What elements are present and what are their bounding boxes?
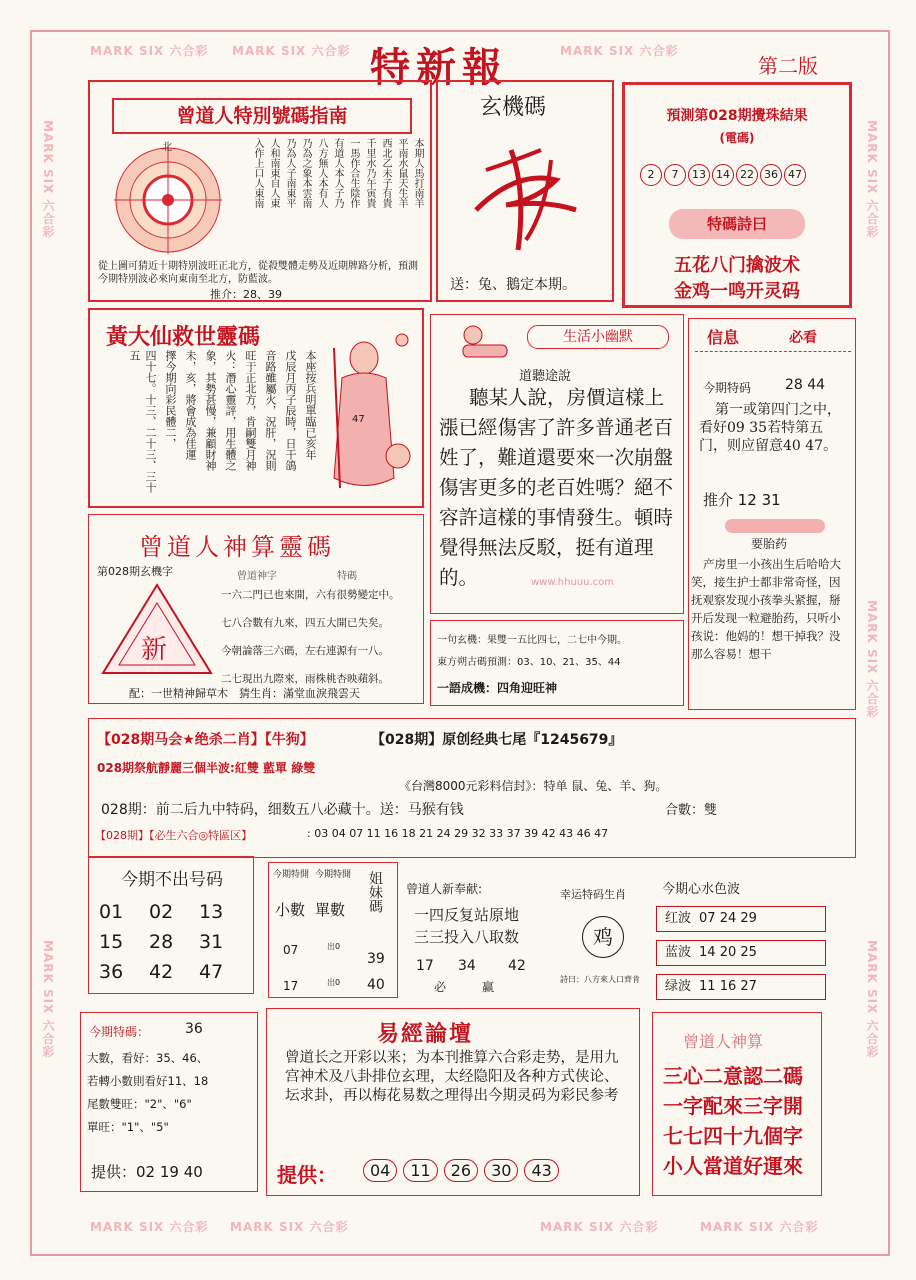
zengdao-new-tag: 赢 xyxy=(482,980,495,994)
forecast-ball: 47 xyxy=(784,164,806,186)
te-zhao-provide: 提供：02 19 40 xyxy=(91,1163,203,1181)
xinshui-row-red xyxy=(656,906,826,932)
guide-col: 人和南東自人東 xyxy=(268,138,279,208)
bu-chu-title: 今期不出号码 xyxy=(121,870,223,890)
shensuan-line: 二七現出九際來，雨株桃杏映蘋斜。 xyxy=(221,673,389,685)
zengdao-new-title: 曾道人新奉献: xyxy=(406,882,483,896)
shensuan-small-label: 曾道神字 xyxy=(237,571,277,582)
te-zhao-lines xyxy=(87,1047,255,1139)
xuanji-caption: 送：兔、鵝定本期。 xyxy=(450,277,576,293)
xinxi-title: 信息 xyxy=(707,328,740,347)
guide-col: 有道人本人子乃 xyxy=(332,138,343,208)
te-zhao-box xyxy=(80,1012,258,1192)
shensuan-title: 曾道人神算靈碼 xyxy=(139,533,335,561)
edition-label: 第二版 xyxy=(758,54,818,78)
shensuan2-line: 一字配來三字開 xyxy=(663,1094,803,1118)
guide-col: 一馬作合生陰作 xyxy=(348,138,359,208)
xinshui-nums: 14 20 25 xyxy=(699,945,757,960)
xinshui-row-green xyxy=(656,974,826,1000)
mid-info-line2: 東方朔古碼預測：03、10、21、35、44 xyxy=(437,657,621,668)
watermark-right-2: MARK SIX 六合彩 xyxy=(865,600,879,719)
forecast-ball: 7 xyxy=(664,164,686,186)
hdx-col: 戊辰月丙子辰時，日干鴿 xyxy=(284,350,297,471)
forecast-ball: 36 xyxy=(760,164,782,186)
lucky-zodiac: 鸡 xyxy=(582,916,624,958)
xinshui-label: 红波 xyxy=(665,911,692,926)
forecast-title: 預測第028期攪珠結果 xyxy=(666,108,808,124)
bu-chu-grid xyxy=(99,901,249,983)
shensuan2-lines xyxy=(663,1061,819,1181)
yijing-nums xyxy=(363,1161,559,1180)
shensuan-line: 七八合數有九來，四五大開已失矣。 xyxy=(221,617,389,629)
yijing-title: 易經論壇 xyxy=(377,1021,474,1047)
xinxi-recommend: 推介 12 31 xyxy=(703,491,781,509)
xinxi-box xyxy=(688,318,856,710)
zengdao-new-block xyxy=(406,862,556,992)
band-line5b: : 03 04 07 11 16 18 21 24 29 32 33 37 39 42 43 46 47 xyxy=(307,827,609,840)
hdx-col: 象，其勢甚慢，兼顧財神 xyxy=(204,350,217,471)
deity-figure-label: 47 xyxy=(352,414,365,425)
guide-col: 千里水乃午寅貴 xyxy=(364,138,375,208)
yijing-num: 30 xyxy=(484,1159,518,1182)
small-big-r1: 07 xyxy=(283,943,299,957)
shensuan-footer: 配：一世精神歸草木 猜生肖：滿堂血淚飛雲天 xyxy=(129,687,360,700)
small-big-s1: 出0 xyxy=(327,942,341,951)
te-zhao-label: 今期特碼： xyxy=(89,1025,150,1039)
xinshui-nums: 11 16 27 xyxy=(699,979,757,994)
band-line3: 《台灣8000元彩料信封》：特单 鼠、兔、羊、狗。 xyxy=(399,779,668,793)
xinxi-text: 第一或第四门之中，看好09 35若特第五门，则应留意40 47。 xyxy=(699,402,841,454)
special-guide-title: 曾道人特別號碼指南 xyxy=(112,98,412,134)
deity-figure-icon xyxy=(322,328,418,504)
forecast-balls xyxy=(639,163,807,186)
te-zhao-value: 36 xyxy=(185,1021,203,1037)
hdx-col: 未，亥，將會成為佳運 xyxy=(184,350,197,460)
xinxi-story: 产房里一小孩出生后哈哈大笑，接生护士都非常奇怪，因抚观察发现小孩拳头紧握，掰开后发现一粒避胎药，只听小孩说：他妈的！想干掉我？没那么容易！想干 xyxy=(691,557,841,661)
forecast-box xyxy=(622,82,852,308)
compass-icon xyxy=(108,138,228,258)
hdx-col: 旺于正北方，肯嗣雙月神 xyxy=(244,350,257,471)
shensuan-line: 今朝論落三六碼，左右連源有一八。 xyxy=(221,645,389,657)
bu-chu-box xyxy=(88,856,254,994)
forecast-subtitle: (電碼) xyxy=(719,131,755,145)
forecast-ball: 14 xyxy=(712,164,734,186)
xuanji-calligraphy-icon xyxy=(456,130,596,260)
shensuan-issue: 第028期玄機字 xyxy=(97,565,173,578)
yijing-num: 11 xyxy=(403,1159,437,1182)
small-big-r2: 17 xyxy=(283,979,299,993)
small-big-h2: 今期特開 xyxy=(315,870,352,880)
te-zhao-line: 單旺："1"、"5" xyxy=(87,1120,169,1134)
shensuan2-line: 三心二意認二碼 xyxy=(663,1064,803,1088)
humor-box xyxy=(430,314,684,614)
guide-col: 本期人馬打南羊 xyxy=(412,138,423,208)
xuanji-box xyxy=(436,80,614,302)
sister-num: 40 xyxy=(367,977,385,993)
xinshui-label: 绿波 xyxy=(665,979,692,994)
guide-col: 乃為之象本雲南 xyxy=(300,138,311,208)
watermark-right-1: MARK SIX 六合彩 xyxy=(865,120,879,239)
xinshui-nums: 07 24 29 xyxy=(699,911,757,926)
forecast-ball: 22 xyxy=(736,164,758,186)
compass-north-label: 北 xyxy=(162,142,172,153)
watermark-top-mid: MARK SIX 六合彩 xyxy=(232,44,351,58)
forecast-poem-1: 五花八门擒波术 xyxy=(674,255,800,276)
xuanji-title: 玄機碼 xyxy=(480,95,547,120)
watermark-bottom-4: MARK SIX 六合彩 xyxy=(700,1220,819,1234)
bu-chu-num: 15 xyxy=(99,931,124,953)
mid-info-line1: 一句玄機：果雙一五比四七，二七中今期。 xyxy=(437,635,627,646)
band-line4a: 028期：前二后九中特码，细数五八必藏十。送：马猴有钱 xyxy=(101,802,464,818)
hdx-col: 本座按兵明單臨已亥年 xyxy=(304,350,317,460)
forecast-banner: 特碼詩曰 xyxy=(669,209,805,239)
zengdao-new-num: 34 xyxy=(458,958,476,974)
guide-col: 八方無人本有人 xyxy=(316,138,327,208)
shensuan-box xyxy=(88,514,424,704)
huangdaxian-body xyxy=(98,350,318,500)
hdx-col: 擇今期向彩民體二， xyxy=(164,350,177,449)
watermark-left-1: MARK SIX 六合彩 xyxy=(41,120,55,239)
xinxi-subtitle: 必看 xyxy=(789,330,817,346)
small-big-s2: 出0 xyxy=(327,978,341,987)
band-line1a: 【028期马会★绝杀二肖】【牛狗】 xyxy=(97,732,314,748)
te-zhao-line: 若轉小數則看好11、18 xyxy=(87,1074,209,1088)
bu-chu-num: 13 xyxy=(199,901,224,923)
watermark-left-2: MARK SIX 六合彩 xyxy=(41,940,55,1059)
hdx-col: 音路雖屬火，況肝，況則 xyxy=(264,350,277,471)
band-box xyxy=(88,718,856,858)
bu-chu-num: 01 xyxy=(99,901,124,923)
zengdao-new-tag: 必 xyxy=(434,980,447,994)
humor-cartoon-icon xyxy=(455,321,515,361)
xinshui-box xyxy=(650,870,830,1004)
te-zhao-line: 尾數雙旺："2"、"6" xyxy=(87,1097,192,1111)
yijing-provide-label: 提供： xyxy=(277,1163,337,1187)
watermark-top-left: MARK SIX 六合彩 xyxy=(90,44,209,58)
humor-watermark: www.hhuuu.com xyxy=(531,577,615,588)
mid-info-box xyxy=(430,620,684,706)
watermark-top-right: MARK SIX 六合彩 xyxy=(560,44,679,58)
watermark-bottom-1: MARK SIX 六合彩 xyxy=(90,1220,209,1234)
huangdaxian-box xyxy=(88,308,424,508)
xinxi-today-nums: 28 44 xyxy=(785,377,826,393)
guide-col: 平南水鼠天生羊 xyxy=(396,138,407,208)
huangdaxian-title: 黃大仙救世靈碼 xyxy=(106,324,261,350)
shensuan-line: 一六二門已也來開，六有很勢變定中。 xyxy=(221,589,400,601)
lucky-title: 幸运特码生肖 xyxy=(560,888,626,901)
bu-chu-num: 36 xyxy=(99,961,124,983)
xinxi-story-title: 要胎药 xyxy=(751,537,788,551)
special-guide-recommend: 推介：28、39 xyxy=(210,288,282,301)
yijing-text: 曾道长之开彩以来；为本刊推算六合彩走势，是用九宫神术及八卦排位玄理，太经隐阳及各种方式侠论、坛求卦，再以梅花易数之理得出今期灵码为彩民参考 xyxy=(285,1050,619,1104)
masthead-title: 特新報 xyxy=(370,44,508,91)
guide-col: 入作上口人東南 xyxy=(252,138,263,208)
shensuan-small-label: 特碼 xyxy=(337,571,357,582)
small-big-h1: 今期特開 xyxy=(273,870,310,880)
zengdao-new-l2: 三三投入八取数 xyxy=(414,928,520,946)
yijing-box xyxy=(266,1008,640,1196)
hdx-col: 火：潛心靈評，用生體之 xyxy=(224,350,237,471)
special-guide-body xyxy=(236,138,424,256)
shensuan2-line: 小人當道好運來 xyxy=(663,1154,803,1178)
special-guide-box xyxy=(88,80,432,302)
zengdao-new-num: 17 xyxy=(416,958,434,974)
humor-text: 聽某人說，房價這樣上漲已經傷害了許多普通老百姓了，難道還要來一次崩盤傷害更多的老百姓嗎？絕不容許這樣的事情發生。頓時覺得無法反駁，挺有道理的。 xyxy=(439,386,674,589)
forecast-poem-2: 金鸡一鸣开灵码 xyxy=(674,281,800,302)
small-big-c1: 小數 xyxy=(275,901,306,919)
bu-chu-num: 02 xyxy=(149,901,174,923)
guide-col: 乃為人子南東平 xyxy=(284,138,295,208)
shensuan2-line: 七七四十九個字 xyxy=(663,1124,803,1148)
band-line5a: 【028期】【必生六合◎特區区】 xyxy=(95,829,253,842)
forecast-ball: 2 xyxy=(640,164,662,186)
band-line1b: 【028期】原创经典七尾『1245679』 xyxy=(371,732,623,748)
xinxi-divider xyxy=(695,351,851,358)
watermark-bottom-2: MARK SIX 六合彩 xyxy=(230,1220,349,1234)
shensuan-lines xyxy=(221,581,421,693)
xinshui-label: 蓝波 xyxy=(665,945,692,960)
xinshui-title: 今期心水色波 xyxy=(662,882,741,897)
yijing-num: 04 xyxy=(363,1159,397,1182)
bu-chu-num: 42 xyxy=(149,961,174,983)
hdx-col: 四十七。十三、二十三、三十五 xyxy=(128,350,157,493)
band-line4b: 合數：雙 xyxy=(665,803,718,818)
bu-chu-num: 47 xyxy=(199,961,224,983)
lucky-poem: 詩曰：八方來人口齊肯 xyxy=(560,975,640,984)
small-big-box xyxy=(268,862,398,998)
zengdao-new-num: 42 xyxy=(508,958,526,974)
sister-label: 姐妹碼 xyxy=(367,871,383,913)
watermark-bottom-3: MARK SIX 六合彩 xyxy=(540,1220,659,1234)
band-line2: 028期祭航靜麗三個半波:紅雙 藍單 綠雙 xyxy=(97,761,316,775)
sister-num: 39 xyxy=(367,951,385,967)
special-guide-note: 從上圖可猜近十期特別波旺正北方，從殺雙體走勢及近期牌路分析，預測今期特別波必來向東南至北方，防藍波。 xyxy=(98,261,418,285)
xinxi-story-banner xyxy=(725,519,825,533)
mid-info-line3: 一語成機：四角迎旺神 xyxy=(437,681,558,695)
xinxi-today-label: 今期特码 xyxy=(703,381,752,395)
yijing-num: 43 xyxy=(524,1159,558,1182)
xinshui-row-blue xyxy=(656,940,826,966)
shensuan2-title: 曾道人神算 xyxy=(683,1032,764,1051)
guide-col: 西北乙未子有貴 xyxy=(380,138,391,208)
humor-subtitle: 道聽途說 xyxy=(519,369,572,384)
te-zhao-line: 大數，看好：35、46、 xyxy=(87,1051,209,1065)
bu-chu-num: 31 xyxy=(199,931,224,953)
zengdao-new-l1: 一四反复站原地 xyxy=(414,906,520,924)
lucky-block xyxy=(560,862,656,992)
shensuan2-box xyxy=(652,1012,822,1196)
forecast-ball: 13 xyxy=(688,164,710,186)
bu-chu-num: 28 xyxy=(149,931,174,953)
yijing-num: 26 xyxy=(444,1159,478,1182)
triangle-badge-text: 新 xyxy=(141,635,168,665)
humor-title: 生活小幽默 xyxy=(527,325,669,349)
watermark-right-3: MARK SIX 六合彩 xyxy=(865,940,879,1059)
small-big-c2: 單數 xyxy=(315,901,346,919)
